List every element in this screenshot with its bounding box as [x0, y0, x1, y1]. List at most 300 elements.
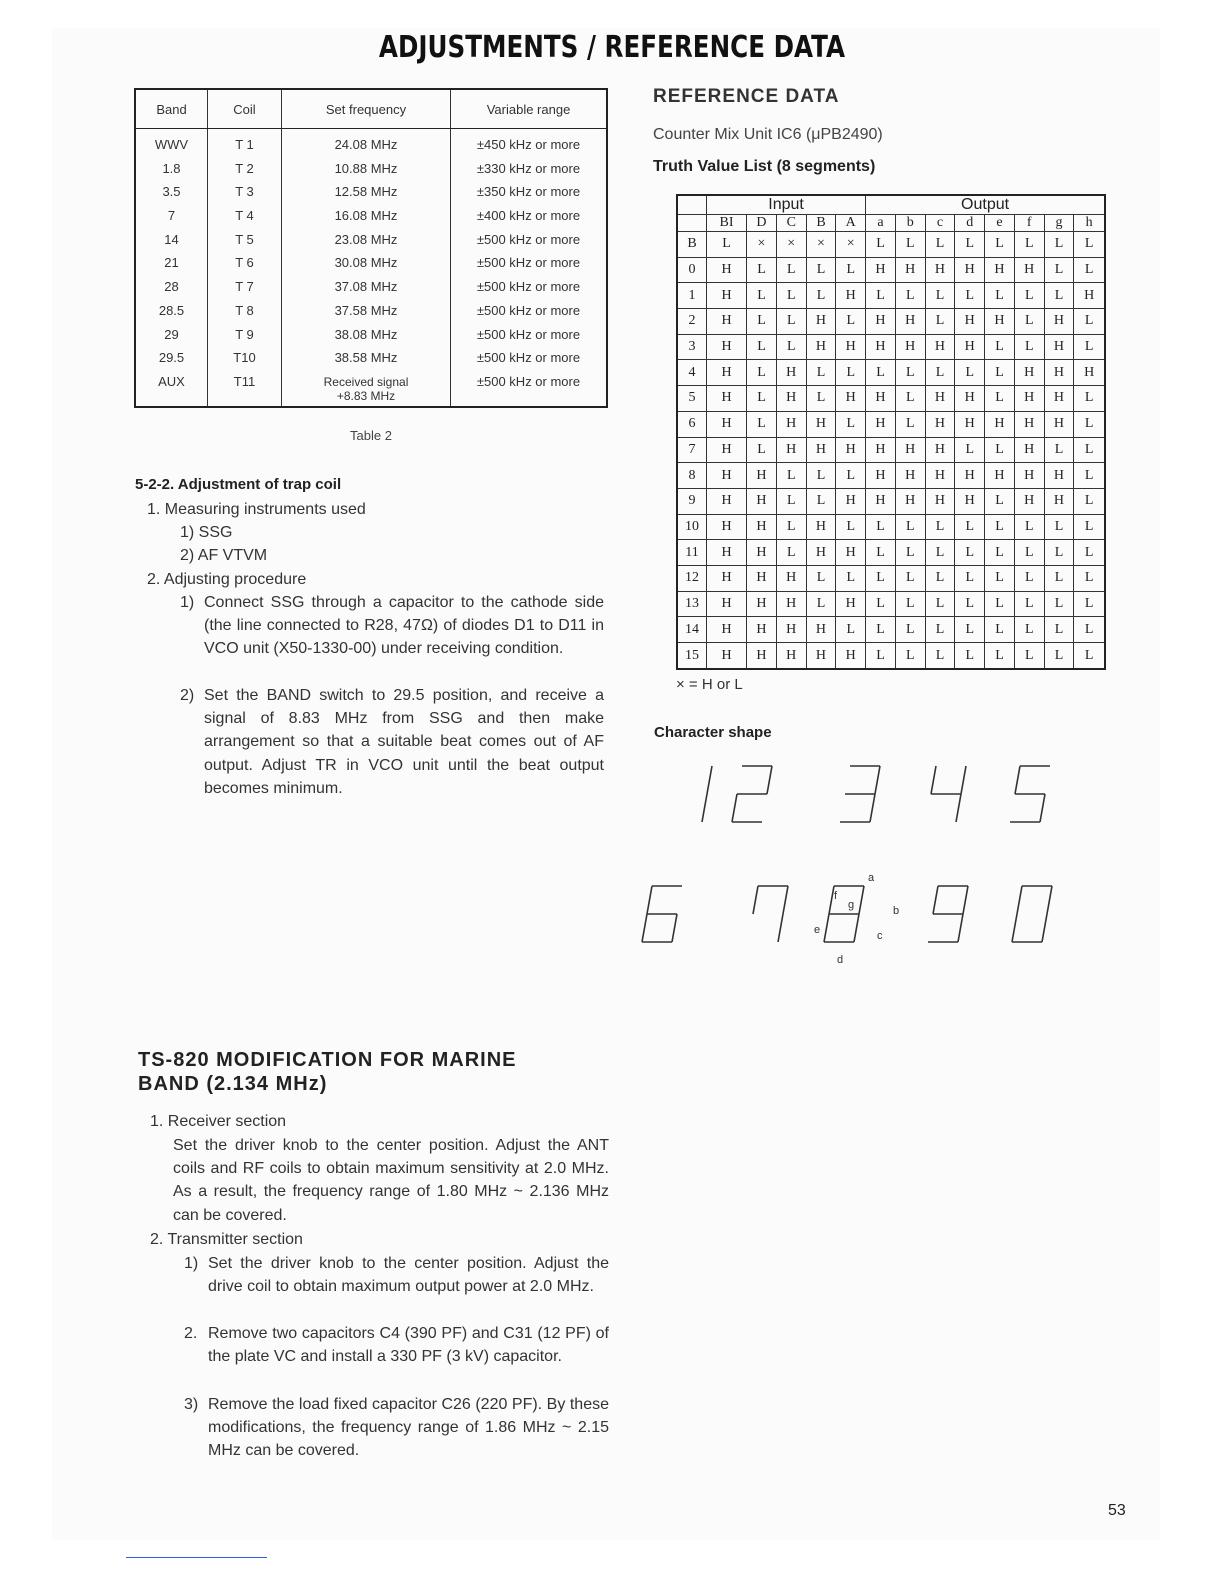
- table-header-row: [135, 89, 607, 129]
- truth-cell: L: [836, 411, 866, 437]
- truth-cell: H: [836, 488, 866, 514]
- truth-cell: L: [1014, 643, 1044, 670]
- truth-cell: L: [985, 514, 1015, 540]
- truth-row-label: 8: [677, 463, 707, 489]
- truth-cell: L: [925, 617, 955, 643]
- truth-cell: L: [1074, 334, 1105, 360]
- digit-segment-b: [963, 886, 968, 914]
- truth-cell: H: [747, 643, 777, 670]
- truth-row-label: 11: [677, 540, 707, 566]
- truth-column-header: g: [1044, 215, 1074, 232]
- truth-cell: L: [955, 232, 985, 258]
- truth-cell: H: [836, 437, 866, 463]
- truth-cell: H: [747, 463, 777, 489]
- truth-cell: L: [806, 283, 836, 309]
- truth-cell: H: [836, 591, 866, 617]
- truth-cell: H: [776, 386, 806, 412]
- truth-cell: H: [895, 463, 925, 489]
- truth-cell: H: [1044, 411, 1074, 437]
- table-cell: ±330 kHz or more: [451, 157, 608, 181]
- truth-cell: H: [1044, 488, 1074, 514]
- truth-cell: H: [806, 514, 836, 540]
- truth-cell: L: [866, 617, 896, 643]
- truth-cell: L: [955, 283, 985, 309]
- truth-cell: H: [895, 488, 925, 514]
- digit-segment-c: [672, 914, 677, 942]
- character-shape-heading: Character shape: [654, 724, 772, 741]
- reference-data-heading: REFERENCE DATA: [653, 86, 840, 107]
- truth-row-label: 0: [677, 257, 707, 283]
- table-cell: ±500 kHz or more: [451, 370, 608, 407]
- truth-cell: H: [776, 411, 806, 437]
- truth-cell: H: [836, 386, 866, 412]
- truth-cell: L: [955, 437, 985, 463]
- instrument-ssg: 1) SSG: [180, 524, 233, 541]
- truth-cell: L: [776, 488, 806, 514]
- truth-row: [677, 514, 1105, 540]
- truth-cell: H: [925, 463, 955, 489]
- truth-row: [677, 540, 1105, 566]
- truth-cell: H: [1014, 463, 1044, 489]
- truth-cell: H: [1044, 334, 1074, 360]
- truth-cell: H: [707, 540, 747, 566]
- truth-cell: L: [776, 309, 806, 335]
- truth-cell: L: [836, 309, 866, 335]
- truth-cell: L: [836, 617, 866, 643]
- truth-cell: L: [1014, 565, 1044, 591]
- truth-row: [677, 591, 1105, 617]
- truth-cell: H: [1074, 360, 1105, 386]
- digit-segment-c: [854, 914, 859, 942]
- truth-cell: L: [1074, 437, 1105, 463]
- truth-column-header: f: [1014, 215, 1044, 232]
- table-row: [135, 370, 607, 407]
- truth-cell: H: [806, 617, 836, 643]
- table-cell: ±500 kHz or more: [451, 251, 608, 275]
- table-cell: 3.5: [162, 184, 181, 200]
- truth-cell: H: [866, 411, 896, 437]
- segment-label-c: c: [877, 930, 883, 942]
- transmitter-step-1: Set the driver knob to the center position. Adjust the drive coil to obtain maximum output power at 2.0 MHz.: [208, 1255, 609, 1296]
- truth-cell: H: [707, 643, 747, 670]
- truth-cell: H: [806, 334, 836, 360]
- truth-cell: L: [1014, 514, 1044, 540]
- truth-cell: ×: [836, 232, 866, 258]
- segment-label-b: b: [893, 905, 900, 917]
- table-cell: 24.08 MHz: [282, 129, 451, 157]
- step-number: 2): [180, 687, 195, 704]
- truth-cell: L: [895, 643, 925, 670]
- table-cell: WWV: [154, 137, 189, 152]
- output-group-header: Output: [866, 195, 1105, 215]
- step-number: 1): [184, 1255, 199, 1272]
- truth-cell: H: [1014, 360, 1044, 386]
- truth-cell: L: [985, 283, 1015, 309]
- table-cell: T 8: [208, 299, 282, 323]
- truth-row: [677, 232, 1105, 258]
- truth-cell: H: [895, 437, 925, 463]
- truth-cell: H: [776, 437, 806, 463]
- truth-cell: ×: [806, 232, 836, 258]
- truth-cell: L: [985, 386, 1015, 412]
- step-number: 3): [184, 1396, 199, 1413]
- trap-coil-heading: 5-2-2. Adjustment of trap coil: [135, 476, 342, 493]
- table-row: [135, 299, 607, 323]
- table-cell: 14: [164, 231, 179, 247]
- truth-cell: L: [1014, 309, 1044, 335]
- truth-column-header: C: [776, 215, 806, 232]
- digit-segment-e: [824, 914, 829, 942]
- truth-cell: L: [1044, 232, 1074, 258]
- truth-cell: H: [925, 257, 955, 283]
- truth-cell: L: [955, 617, 985, 643]
- table-cell: T 2: [208, 157, 282, 181]
- corner-cell: [677, 195, 707, 215]
- table-row: [135, 346, 607, 370]
- truth-cell: H: [985, 309, 1015, 335]
- truth-cell: H: [776, 565, 806, 591]
- truth-cell: H: [866, 257, 896, 283]
- truth-cell: H: [866, 463, 896, 489]
- truth-cell: L: [1044, 591, 1074, 617]
- truth-cell: H: [895, 257, 925, 283]
- truth-cell: H: [1014, 437, 1044, 463]
- table-cell: AUX: [158, 374, 185, 389]
- table-row: [135, 323, 607, 347]
- digit-segment-e: [732, 794, 737, 822]
- truth-cell: L: [955, 643, 985, 670]
- table-cell: 29: [164, 326, 179, 342]
- truth-cell: L: [955, 360, 985, 386]
- truth-cell: H: [707, 360, 747, 386]
- truth-cell: L: [895, 386, 925, 412]
- truth-column-header: h: [1074, 215, 1105, 232]
- digit-segment-e: [1012, 914, 1017, 942]
- truth-cell: L: [955, 540, 985, 566]
- truth-cell: L: [836, 360, 866, 386]
- truth-cell: L: [895, 617, 925, 643]
- truth-cell: H: [866, 488, 896, 514]
- truth-row-label: 3: [677, 334, 707, 360]
- table-cell: ±450 kHz or more: [451, 129, 608, 157]
- truth-row-label: 1: [677, 283, 707, 309]
- truth-cell: L: [895, 283, 925, 309]
- digit-segment-c: [702, 794, 707, 822]
- truth-cell: L: [985, 488, 1015, 514]
- truth-value-heading: Truth Value List (8 segments): [653, 158, 876, 175]
- table-row: [135, 129, 607, 157]
- truth-cell: H: [707, 565, 747, 591]
- table-cell: ±500 kHz or more: [451, 299, 608, 323]
- truth-cell: H: [806, 309, 836, 335]
- table-row: [135, 157, 607, 181]
- truth-column-header: D: [747, 215, 777, 232]
- truth-cell: H: [707, 386, 747, 412]
- truth-cell: L: [806, 591, 836, 617]
- truth-cell: L: [1014, 232, 1044, 258]
- truth-cell: H: [836, 643, 866, 670]
- step-number: 1): [180, 594, 195, 611]
- truth-cell: H: [866, 386, 896, 412]
- truth-cell: H: [955, 334, 985, 360]
- input-group-header: Input: [707, 195, 866, 215]
- truth-cell: L: [925, 309, 955, 335]
- table-cell: 16.08 MHz: [282, 204, 451, 228]
- step-number: 2.: [184, 1325, 198, 1342]
- table-cell: T11: [208, 370, 282, 407]
- truth-value-table: [676, 194, 1106, 670]
- table-cell: [282, 370, 451, 407]
- truth-cell: H: [955, 488, 985, 514]
- truth-cell: H: [747, 488, 777, 514]
- truth-cell: H: [806, 437, 836, 463]
- truth-cell: L: [776, 514, 806, 540]
- truth-row-label: 5: [677, 386, 707, 412]
- freq-line: Received signal: [323, 375, 409, 389]
- truth-row-label: 15: [677, 643, 707, 670]
- truth-cell: ×: [776, 232, 806, 258]
- truth-cell: H: [806, 411, 836, 437]
- truth-cell: L: [1074, 643, 1105, 670]
- digit-segment-b: [783, 886, 788, 914]
- truth-column-header: b: [895, 215, 925, 232]
- truth-cell: L: [866, 643, 896, 670]
- truth-cell: L: [925, 540, 955, 566]
- truth-cell: H: [1014, 257, 1044, 283]
- truth-column-header: c: [925, 215, 955, 232]
- table-cell: 1.8: [162, 160, 181, 176]
- footer-underline[interactable]: [126, 1557, 267, 1558]
- counter-mix-unit-line: Counter Mix Unit IC6 (μPB2490): [653, 126, 883, 143]
- truth-cell: H: [776, 617, 806, 643]
- truth-cell: L: [1074, 565, 1105, 591]
- truth-cell: L: [1074, 386, 1105, 412]
- truth-row: [677, 283, 1105, 309]
- truth-column-header: a: [866, 215, 896, 232]
- truth-cell: H: [707, 309, 747, 335]
- truth-cell: H: [707, 463, 747, 489]
- truth-cell: L: [836, 514, 866, 540]
- truth-cell: L: [747, 437, 777, 463]
- digit-segment-f: [1015, 766, 1020, 794]
- truth-cell: L: [1074, 232, 1105, 258]
- corner-cell: [677, 215, 707, 232]
- truth-cell: L: [866, 360, 896, 386]
- digit-segment-c: [1040, 794, 1045, 822]
- truth-cell: L: [1074, 309, 1105, 335]
- truth-cell: L: [925, 514, 955, 540]
- truth-row-label: 7: [677, 437, 707, 463]
- truth-cell: L: [747, 257, 777, 283]
- column-header: Coil: [208, 89, 282, 129]
- truth-cell: L: [836, 463, 866, 489]
- table-row: [135, 275, 607, 299]
- truth-cell: L: [955, 514, 985, 540]
- table-cell: T 3: [208, 180, 282, 204]
- truth-cell: L: [1074, 591, 1105, 617]
- truth-cell: H: [747, 565, 777, 591]
- table-cell: 29.5: [158, 350, 185, 366]
- truth-cell: L: [776, 283, 806, 309]
- truth-row: [677, 257, 1105, 283]
- table-row: [135, 251, 607, 275]
- truth-cell: L: [776, 257, 806, 283]
- truth-cell: L: [985, 334, 1015, 360]
- truth-row: [677, 309, 1105, 335]
- truth-cell: L: [1014, 540, 1044, 566]
- truth-row-label: 10: [677, 514, 707, 540]
- digit-segment-f: [931, 766, 936, 794]
- truth-row-label: 14: [677, 617, 707, 643]
- truth-cell: H: [866, 309, 896, 335]
- truth-cell: L: [1014, 283, 1044, 309]
- truth-cell: L: [866, 540, 896, 566]
- truth-cell: H: [866, 437, 896, 463]
- truth-row-label: 2: [677, 309, 707, 335]
- table-cell: ±500 kHz or more: [451, 346, 608, 370]
- truth-column-header: A: [836, 215, 866, 232]
- seven-segment-digits: [620, 750, 1080, 980]
- truth-cell: H: [985, 257, 1015, 283]
- truth-row-label: 13: [677, 591, 707, 617]
- digit-segment-b: [875, 766, 880, 794]
- truth-cell: L: [1074, 411, 1105, 437]
- truth-cell: L: [925, 591, 955, 617]
- truth-cell: L: [1074, 257, 1105, 283]
- truth-cell: H: [806, 643, 836, 670]
- truth-cell: L: [1044, 540, 1074, 566]
- truth-cell: L: [985, 565, 1015, 591]
- truth-cell: L: [806, 463, 836, 489]
- table-cell: ±500 kHz or more: [451, 275, 608, 299]
- digit-segment-e: [642, 914, 647, 942]
- truth-column-header: d: [955, 215, 985, 232]
- truth-column-header: B: [806, 215, 836, 232]
- truth-cell: L: [1014, 617, 1044, 643]
- truth-cell: L: [747, 334, 777, 360]
- table-cell: 37.08 MHz: [282, 275, 451, 299]
- dont-care-note: × = H or L: [676, 676, 743, 693]
- truth-cell: H: [1014, 386, 1044, 412]
- truth-row-label: 12: [677, 565, 707, 591]
- truth-cell: H: [707, 257, 747, 283]
- digit-segment-b: [859, 886, 864, 914]
- truth-cell: H: [1074, 283, 1105, 309]
- transmitter-step-2: Remove two capacitors C4 (390 PF) and C31 (12 PF) of the plate VC and install a 330 PF (3 kV) capacitor.: [208, 1325, 609, 1366]
- truth-cell: L: [895, 540, 925, 566]
- procedure-item: 2. Adjusting procedure: [147, 571, 307, 588]
- segment-label-g: g: [848, 899, 855, 911]
- table-cell: T 4: [208, 204, 282, 228]
- table-cell: 10.88 MHz: [282, 157, 451, 181]
- table-row: [135, 228, 607, 252]
- truth-cell: L: [925, 360, 955, 386]
- truth-cell: H: [707, 591, 747, 617]
- truth-cell: L: [776, 334, 806, 360]
- segment-label-f: f: [834, 890, 838, 902]
- truth-cell: L: [866, 514, 896, 540]
- truth-cell: H: [707, 334, 747, 360]
- truth-row: [677, 411, 1105, 437]
- segment-label-a: a: [868, 872, 875, 884]
- truth-row: [677, 386, 1105, 412]
- truth-cell: L: [985, 360, 1015, 386]
- truth-row: [677, 360, 1105, 386]
- table-cell: T10: [208, 346, 282, 370]
- truth-cell: L: [836, 257, 866, 283]
- truth-cell: L: [1044, 437, 1074, 463]
- page-number: 53: [1108, 1502, 1126, 1519]
- table-cell: T 6: [208, 251, 282, 275]
- table-cell: T 9: [208, 323, 282, 347]
- marine-title-line: BAND (2.134 MHz): [138, 1073, 328, 1095]
- truth-cell: H: [1044, 360, 1074, 386]
- truth-cell: L: [985, 437, 1015, 463]
- truth-column-header: e: [985, 215, 1015, 232]
- truth-cell: L: [895, 514, 925, 540]
- marine-section-title: [138, 1048, 517, 1096]
- table-cell: 30.08 MHz: [282, 251, 451, 275]
- digit-segment-f: [933, 886, 938, 914]
- table-cell: T 1: [208, 129, 282, 157]
- truth-cell: L: [925, 565, 955, 591]
- table-row: [135, 204, 607, 228]
- transmitter-section-item: 2. Transmitter section: [150, 1231, 303, 1248]
- marine-title-line: TS-820 MODIFICATION FOR MARINE: [138, 1049, 517, 1071]
- truth-cell: H: [866, 334, 896, 360]
- truth-cell: L: [1044, 283, 1074, 309]
- truth-cell: H: [925, 334, 955, 360]
- truth-cell: L: [806, 386, 836, 412]
- truth-row-label: B: [677, 232, 707, 258]
- truth-cell: L: [895, 232, 925, 258]
- receiver-section-item: 1. Receiver section: [150, 1113, 287, 1130]
- truth-cell: L: [1014, 334, 1044, 360]
- digit-segment-f: [1017, 886, 1022, 914]
- freq-line: +8.83 MHz: [336, 389, 396, 403]
- digit-segment-c: [958, 914, 963, 942]
- truth-cell: L: [895, 565, 925, 591]
- table-cell: 28: [164, 279, 179, 295]
- truth-cell: H: [955, 411, 985, 437]
- procedure-step-2: Set the BAND switch to 29.5 position, and receive a signal of 8.83 MHz from SSG and then make arrangement so that a suitable beat comes out of AF output. Adjust TR in VCO unit until the beat output becomes minimum.: [204, 687, 604, 797]
- truth-cell: H: [985, 463, 1015, 489]
- digit-segment-b: [1047, 886, 1052, 914]
- table-cell: ±350 kHz or more: [451, 180, 608, 204]
- truth-cell: L: [707, 232, 747, 258]
- truth-cell: L: [1014, 591, 1044, 617]
- truth-cell: L: [747, 309, 777, 335]
- truth-cell: L: [776, 540, 806, 566]
- truth-row-label: 9: [677, 488, 707, 514]
- truth-cell: H: [776, 643, 806, 670]
- truth-cell: H: [1044, 309, 1074, 335]
- truth-cell: H: [1044, 386, 1074, 412]
- table-row: [135, 180, 607, 204]
- truth-cell: H: [776, 360, 806, 386]
- truth-cell: H: [747, 617, 777, 643]
- truth-cell: L: [985, 540, 1015, 566]
- truth-cell: H: [925, 488, 955, 514]
- table-cell: ±500 kHz or more: [451, 323, 608, 347]
- truth-row-label: 4: [677, 360, 707, 386]
- table-caption: Table 2: [350, 428, 392, 443]
- truth-row: [677, 565, 1105, 591]
- truth-cell: H: [776, 591, 806, 617]
- table-cell: 7: [167, 208, 176, 224]
- digit-segment-c: [778, 914, 783, 942]
- table-cell: 21: [164, 255, 179, 271]
